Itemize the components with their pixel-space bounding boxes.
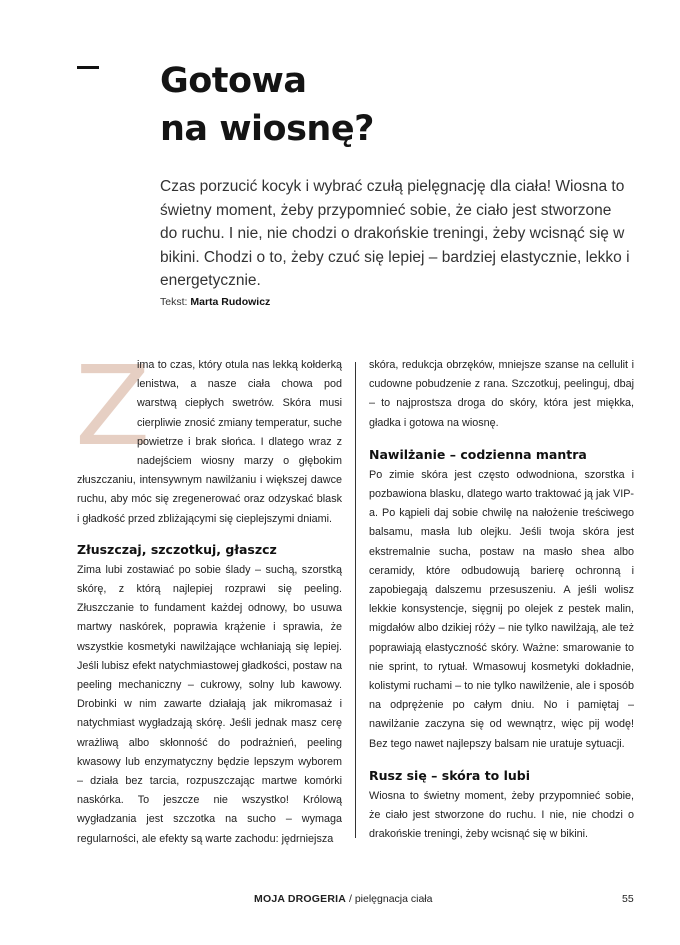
section-heading-move: Rusz się – skóra to lubi [369,767,531,783]
footer-section: pielęgnacja ciała [354,893,433,905]
title-line-1: Gotowa [160,61,307,101]
byline-author: Marta Rudowicz [190,296,271,308]
right-column [369,356,634,844]
intro-paragraph: ima to czas, który otula nas lekką kołderką lenistwa, a nasze ciała chowa pod warstwą ciepłych swetrów. Skóra musi cierpliwie znosić zmiany temperatur, suche powietrze i brak słońca. I dlatego wraz z nadejściem wiosny marzy o głębokim złuszczaniu, intensywnym nawilżaniu i większej dawce ruchu, aby móc się zregenerować oraz odzyskać blask i gładkość przed zbliżającymi się cieplejszymi dniami. [77,359,342,525]
page-number: 55 [622,893,634,905]
footer-separator: / [346,893,355,905]
page-title [160,57,374,153]
section-heading-exfoliate: Złuszczaj, szczotkuj, głaszcz [77,541,277,557]
left-column [75,342,342,849]
section-heading-moisturize: Nawilżanie – codzienna mantra [369,446,587,462]
title-line-2: na wiosnę? [160,109,374,149]
byline [160,296,270,308]
lead-paragraph: Czas porzucić kocyk i wybrać czułą pielęgnację dla ciała! Wiosna to świetny moment, żeby przypomnieć sobie, że ciało jest stworzone do ruchu. I nie, nie chodzi o drakońskie treningi, żeby wcisnąć się w bikini. Chodzi o to, żeby czuć się lepiej – bardziej elastycznie, lekko i energetycznie. [160,178,630,289]
continuation-paragraph: skóra, redukcja obrzęków, mniejsze szanse na cellulit i cudowne pobudzenie z rana. Szczotkuj, peelinguj, dbaj – to najprostsza droga do skóry, która jest miękka, gładka i gotowa na wiosnę. [369,359,634,429]
section-text-moisturize: Po zimie skóra jest często odwodniona, szorstka i pozbawiona blasku, dlatego warto traktować ją jak VIP-a. Po kąpieli daj sobie chwilę na nałożenie treściwego balsamu, masła lub olejku. Jeśli twoja skóra jest ekstremalnie sucha, postaw na masło shea albo ceramidy, które odbudowują barierę ochronną i zapobiegają dalszemu przesuszeniu. A jeśli wolisz lekkie konsystencje, sięgnij po olejek z pestek malin, migdałów albo dzikiej róży – nie tylko nawilżają, ale też poprawiają elastyczność skóry. Ważne: smarowanie to nie sprint, to rytuał. Wmasowuj kosmetyki dokładnie, kolistymi ruchami – to nie tylko nawilżenie, ale i sposób na odprężenie po całym dniu. No i pamiętaj – nawilżanie zaczyna się od wewnątrz, więc pij wodę! Bez tego nawet najlepszy balsam nie uratuje sytuacji. [369,468,634,750]
section-text-move: Wiosna to świetny moment, żeby przypomnieć sobie, że ciało jest stworzone do ruchu. I nie, nie chodzi o drakońskie treningi, żeby wcisnąć się w bikini. [369,789,634,841]
footer-brand: MOJA DROGERIA [254,893,347,905]
drop-cap: Z [75,342,151,470]
byline-prefix: Tekst: [160,296,188,308]
footer-brand-line [254,893,432,905]
column-divider [355,362,356,838]
title-dash-decoration [77,66,99,69]
section-text-exfoliate: Zima lubi zostawiać po sobie ślady – suchą, szorstką skórę, z którą najlepiej rozprawi się peeling. Złuszczanie to fundament każdej odnowy, bo usuwa martwy naskórek, poprawia krążenie i sprawia, że wszystkie kosmetyki nawilżające wchłaniają się lepiej. Jeśli lubisz efekt natychmiastowej gładkości, postaw na peeling mechaniczny – cukrowy, solny lub kawowy. Drobinki w nim zawarte działają jak mikromasaż i natychmiast wygładzają skórę. Jeśli jednak masz cerę wrażliwą albo skłonność do podrażnień, peeling kwasowy lub enzymatyczny będzie lepszym wyborem – działa bez tarcia, rozpuszczając martwe komórki naskórka. To jeszcze nie wszystko! Królową wygładzania jest szczotka na sucho – wymaga regularności, ale efekty są warte zachodu: jędrniejsza [77,563,342,845]
